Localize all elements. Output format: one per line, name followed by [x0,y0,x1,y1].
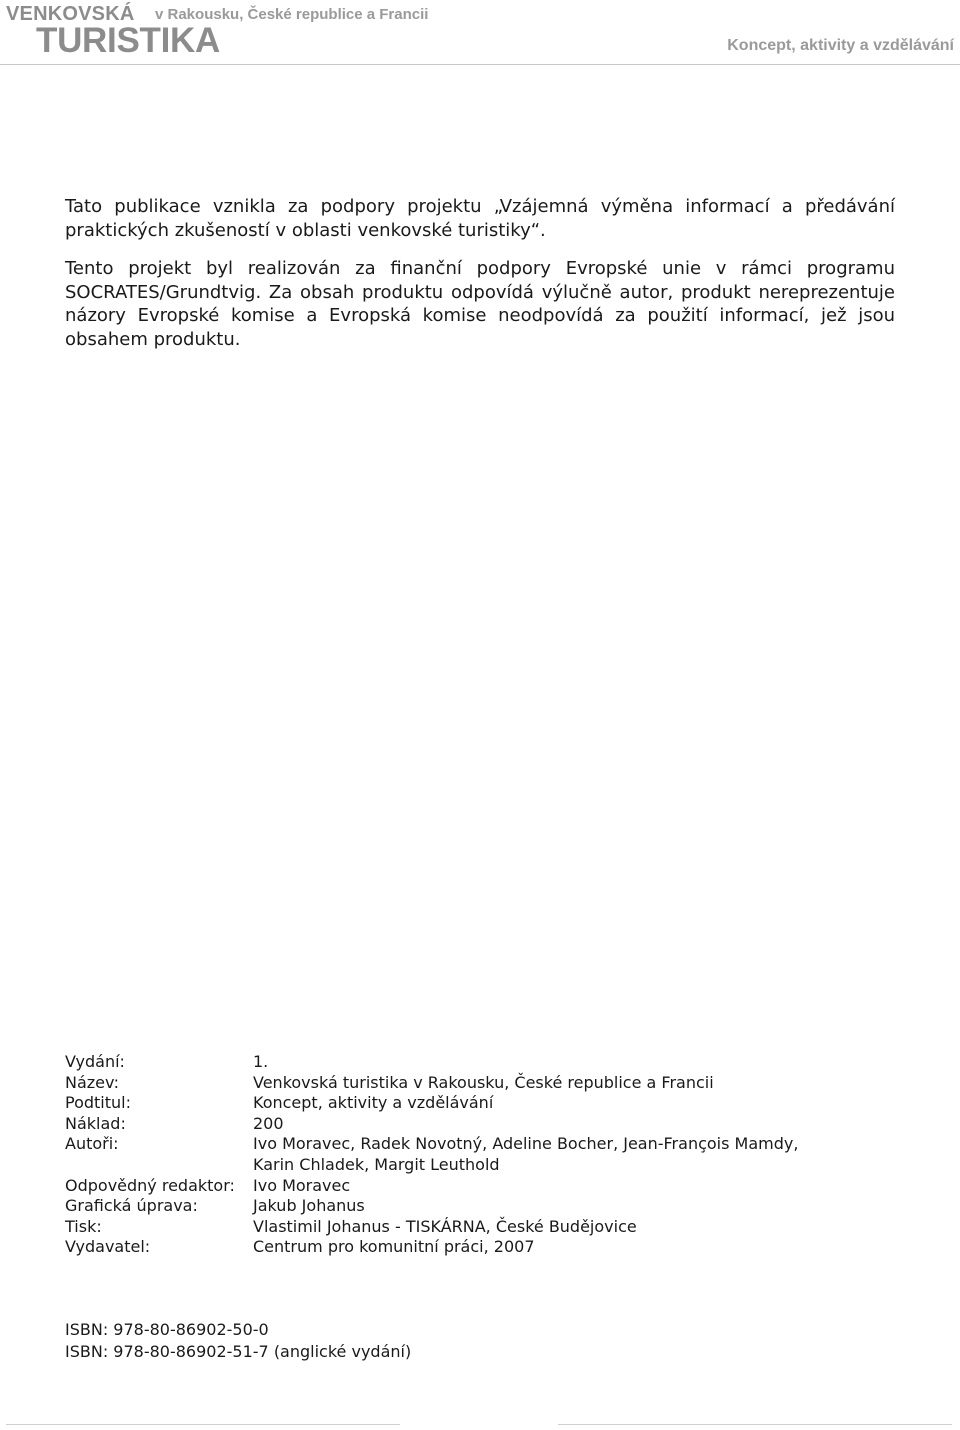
isbn-line: ISBN: 978-80-86902-50-0 [65,1320,269,1339]
authors-line-2: Karin Chladek, Margit Leuthold [253,1154,500,1174]
colophon-label: Náklad: [65,1113,126,1133]
page-header [0,0,960,66]
header-divider [0,64,960,65]
section-title: Koncept, aktivity a vzdělávání [727,37,954,54]
funding-paragraph: Tato publikace vznikla za podpory projektu „Vzájemná výměna informací a předávání praktických zkušeností v oblasti venkovské turistiky“. [65,196,895,241]
colophon-row-publisher [65,1237,895,1258]
colophon-label: Tisk: [65,1216,102,1236]
colophon-value: Jakub Johanus [253,1196,365,1216]
colophon-row-printer [65,1217,895,1238]
body-text [65,195,895,351]
colophon-value: 200 [253,1113,284,1133]
disclaimer-paragraph: Tento projekt byl realizován za finanční podpory Evropské unie v rámci programu SOCRATES/Grundtvig. Za obsah produktu odpovídá výlučně autor, produkt nereprezentuje názory Evropské komise a Evropská komise neodpovídá za použití informací, jež jsou obsahem produktu. [65,258,895,350]
isbn-block [65,1319,411,1362]
colophon-value: Ivo Moravec [253,1175,351,1195]
authors-line-1: Ivo Moravec, Radek Novotný, Adeline Bocher, Jean-François Mamdy, [253,1134,799,1154]
colophon-value: Venkovská turistika v Rakousku, České republice a Francii [253,1072,714,1092]
colophon-row-subtitle [65,1093,895,1114]
colophon [65,1052,895,1258]
colophon-row-authors [65,1134,895,1175]
colophon-label: Odpovědný redaktor: [65,1175,235,1195]
colophon-label: Vydavatel: [65,1237,151,1257]
colophon-row-title [65,1073,895,1094]
colophon-label: Grafická úprava: [65,1196,198,1216]
colophon-row-editor [65,1176,895,1197]
colophon-label: Autoři: [65,1134,119,1154]
colophon-row-graphics [65,1196,895,1217]
colophon-value: 1. [253,1052,269,1071]
colophon-label: Název: [65,1072,119,1092]
colophon-value: Centrum pro komunitní práci, 2007 [253,1237,535,1257]
colophon-value: Vlastimil Johanus - TISKÁRNA, České Budějovice [253,1216,637,1236]
colophon-value: Koncept, aktivity a vzdělávání [253,1093,494,1113]
brand-title-line2: TURISTIKA [36,21,220,60]
colophon-row-edition [65,1052,895,1073]
colophon-label: Podtitul: [65,1093,131,1113]
colophon-label: Vydání: [65,1052,125,1071]
isbn-line: ISBN: 978-80-86902-51-7 (anglické vydání) [65,1341,412,1361]
colophon-row-print-run [65,1114,895,1135]
brand-subtitle: v Rakousku, České republice a Francii [155,6,429,23]
brand-title-line1: VENKOVSKÁ [6,3,135,25]
footer-divider-left [6,1424,400,1425]
colophon-value [253,1134,895,1175]
footer-divider-right [558,1424,952,1425]
